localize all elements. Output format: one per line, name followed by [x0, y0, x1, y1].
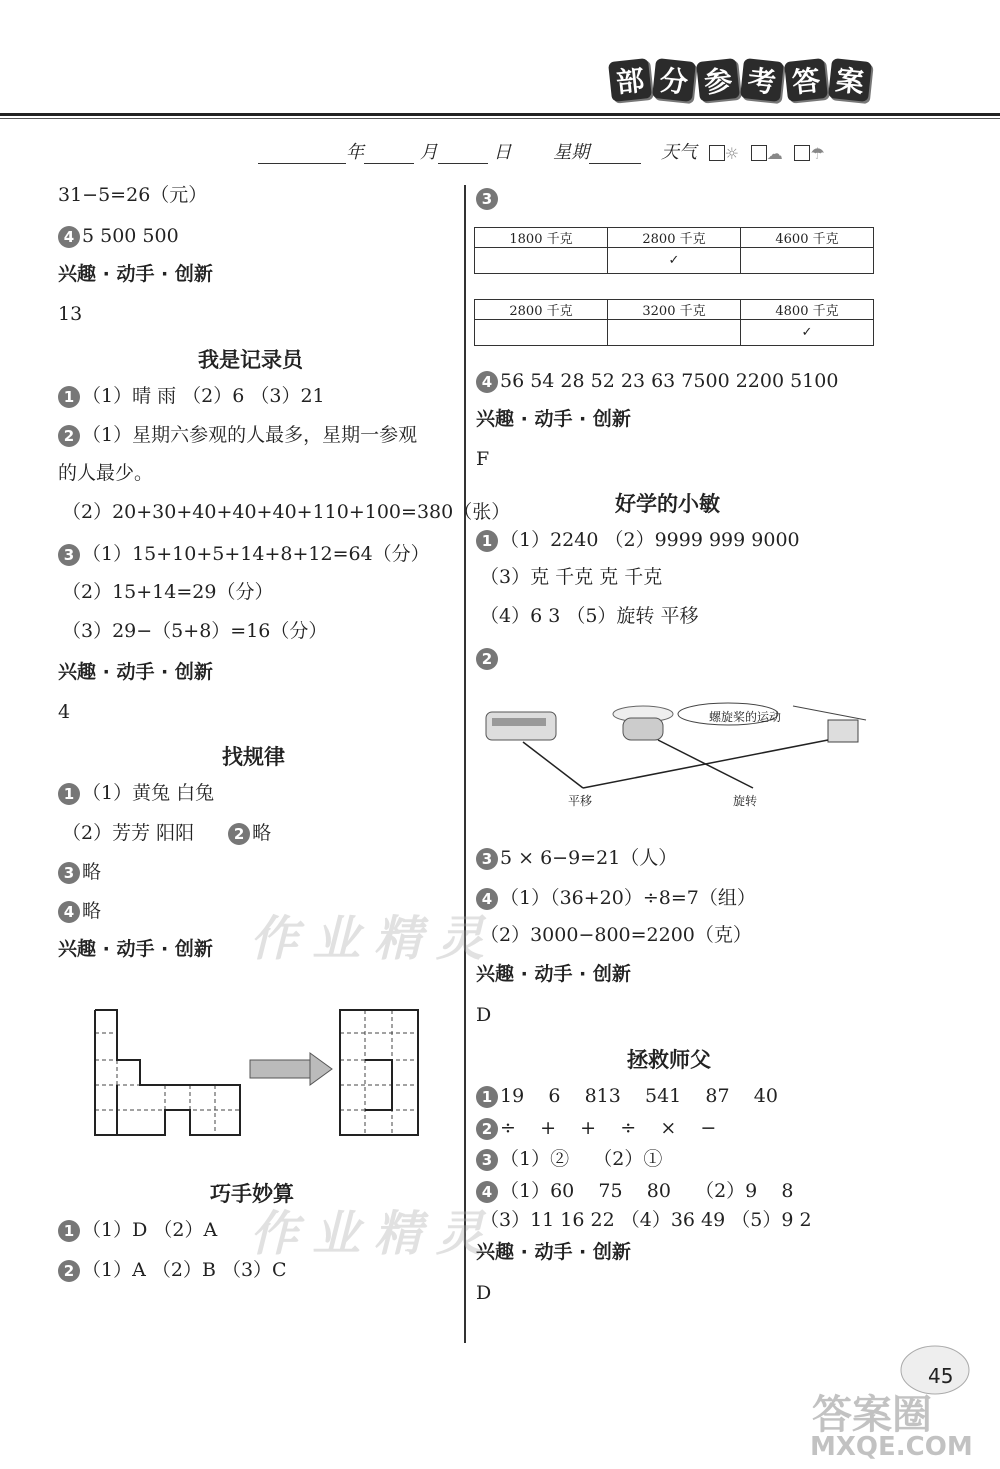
answer-text: （1）D （2）A — [82, 1219, 218, 1241]
answer-line: 13 — [58, 303, 83, 325]
answer-line — [476, 648, 500, 670]
answer-line — [476, 371, 838, 393]
answer-line: （2）20+30+40+40+40+110+100=380（张） — [62, 501, 511, 523]
answer-line — [58, 425, 417, 447]
cable-car-icon — [793, 706, 866, 742]
site-watermark-cn: 答案圈 — [812, 1392, 932, 1438]
label-rotation: 旋转 — [733, 794, 758, 808]
answer-line: （3）11 16 22 （4）36 49 （5）9 2 — [480, 1209, 812, 1231]
section-label: 兴趣 · 动手 · 创新 — [58, 938, 213, 960]
section-label: 兴趣 · 动手 · 创新 — [476, 1241, 631, 1263]
question-number: 3 — [476, 188, 498, 210]
answer-text: （1）黄兔 白兔 — [82, 782, 215, 804]
answer-text: （1）A （2）B （3）C — [82, 1259, 287, 1281]
question-number: 2 — [228, 823, 250, 845]
question-number: 4 — [58, 901, 80, 923]
answer-text: （1）（36+20）÷8=7（组） — [500, 887, 756, 909]
answer-line: 的人最少。 — [58, 462, 154, 484]
weather-checkbox-rain[interactable] — [794, 145, 810, 161]
site-watermark: MXQE.COM — [810, 1432, 973, 1462]
table-header: 2800 千克 — [608, 228, 741, 248]
mass-table-1 — [474, 227, 874, 274]
section-title: 巧手妙算 — [210, 1182, 294, 1206]
answer-text: 5 × 6−9=21（人） — [500, 847, 678, 869]
answer-text: ÷ + + ÷ × − — [500, 1117, 717, 1139]
title-char: 答 — [784, 58, 828, 102]
question-number: 3 — [476, 1149, 498, 1171]
train-icon — [486, 712, 556, 740]
question-number: 1 — [58, 1220, 80, 1242]
answer-line — [58, 901, 101, 923]
answer-text: （1）晴 雨 （2）6 （3）21 — [82, 385, 325, 407]
answer-line — [62, 823, 271, 845]
answer-line — [58, 386, 325, 408]
table-cell — [475, 320, 608, 346]
rain-icon: ☂ — [810, 143, 825, 163]
table-header: 1800 千克 — [475, 228, 608, 248]
answer-line — [476, 1118, 716, 1140]
title-char: 参 — [696, 58, 740, 102]
label-translation: 平移 — [568, 794, 593, 808]
title-char: 分 — [652, 58, 696, 102]
answer-text: 5 500 500 — [82, 225, 179, 247]
section-title: 我是记录员 — [198, 348, 303, 372]
answer-line — [58, 1220, 217, 1242]
cloud-icon: ☁ — [766, 143, 783, 163]
question-number: 4 — [476, 1181, 498, 1203]
answer-text: （1）2240 （2）9999 999 9000 — [500, 529, 800, 551]
answer-text: （1）60 75 80 （2）9 8 — [500, 1180, 794, 1202]
section-label: 兴趣 · 动手 · 创新 — [476, 963, 631, 985]
answer-line: 31−5=26（元） — [58, 184, 208, 206]
answer-line — [58, 226, 179, 248]
question-number: 2 — [476, 1118, 498, 1140]
table-cell — [741, 248, 874, 274]
answer-line — [476, 530, 800, 552]
answer-text: 19 6 813 541 87 40 — [500, 1085, 778, 1107]
bubble-text: 螺旋桨的运动 — [709, 710, 782, 724]
question-number: 2 — [58, 425, 80, 447]
section-label: 兴趣 · 动手 · 创新 — [58, 661, 213, 683]
grid-figure — [90, 1005, 430, 1140]
answer-text: 56 54 28 52 23 63 7500 2200 5100 — [500, 370, 839, 392]
question-number: 4 — [476, 888, 498, 910]
section-title: 好学的小敏 — [615, 492, 720, 516]
answer-line — [58, 1260, 287, 1282]
answer-line — [58, 862, 101, 884]
answer-line: D — [476, 1004, 492, 1026]
watermark: 作业精灵 — [250, 911, 499, 967]
table-header: 2800 千克 — [475, 300, 608, 320]
matching-figure — [478, 698, 878, 813]
mass-table-2 — [474, 299, 874, 346]
table-header: 4600 千克 — [741, 228, 874, 248]
answer-line — [58, 783, 214, 805]
answer-text: （1）星期六参观的人最多，星期一参观 — [82, 424, 418, 446]
answer-text: 略 — [252, 822, 272, 844]
question-number: 1 — [58, 783, 80, 805]
answer-line — [476, 1181, 794, 1203]
sun-icon: ☼ — [724, 143, 740, 163]
weekday-label: 星期 — [553, 142, 590, 163]
answer-text: 略 — [82, 861, 102, 883]
weather-checkbox-sunny[interactable] — [709, 145, 725, 161]
answer-line: （2）15+14=29（分） — [62, 581, 274, 603]
helicopter-icon — [613, 706, 673, 740]
table-header: 3200 千克 — [608, 300, 741, 320]
title-char: 部 — [608, 58, 652, 102]
question-number: 1 — [476, 530, 498, 552]
answer-line: （2）3000−800=2200（克） — [480, 924, 752, 946]
question-number: 2 — [58, 1260, 80, 1282]
question-number: 3 — [58, 544, 80, 566]
weather-label: 天气 — [660, 142, 697, 163]
weather-checkbox-cloudy[interactable] — [751, 145, 767, 161]
answer-text: （2）芳芳 阳阳 — [62, 822, 195, 844]
answer-text: 略 — [82, 900, 102, 922]
table-cell: ✓ — [741, 320, 874, 346]
table-header: 4800 千克 — [741, 300, 874, 320]
answer-line — [476, 1149, 662, 1171]
answer-line: 4 — [58, 701, 71, 723]
header-rule-thin — [0, 118, 1000, 119]
title-char: 案 — [828, 58, 872, 102]
answer-line: F — [476, 448, 490, 470]
page-number: 45 — [928, 1364, 954, 1388]
question-number: 2 — [476, 648, 498, 670]
answer-line: （3）29−（5+8）=16（分） — [62, 620, 328, 642]
answer-text: （1）15+10+5+14+8+12=64（分） — [82, 543, 430, 565]
header-rule — [0, 113, 1000, 116]
answer-line — [476, 188, 500, 210]
answer-text: （1）② （2）① — [500, 1148, 663, 1170]
day-label: 日 — [493, 142, 512, 163]
title-char: 考 — [740, 58, 784, 102]
section-label: 兴趣 · 动手 · 创新 — [476, 408, 631, 430]
question-number: 1 — [476, 1086, 498, 1108]
section-title: 找规律 — [222, 745, 285, 769]
question-number: 3 — [58, 862, 80, 884]
answer-line — [476, 848, 677, 870]
date-line — [258, 138, 825, 164]
table-cell: ✓ — [608, 248, 741, 274]
answer-line — [58, 544, 430, 566]
answer-line — [476, 888, 756, 910]
question-number: 4 — [476, 371, 498, 393]
section-label: 兴趣 · 动手 · 创新 — [58, 263, 213, 285]
answer-line — [476, 1086, 778, 1108]
question-number: 1 — [58, 386, 80, 408]
month-label: 月 — [419, 142, 438, 163]
question-number: 4 — [58, 226, 80, 248]
table-cell — [475, 248, 608, 274]
section-title: 拯救师父 — [627, 1048, 711, 1072]
question-number: 3 — [476, 848, 498, 870]
table-cell — [608, 320, 741, 346]
answer-line: （4）6 3 （5）旋转 平移 — [480, 605, 699, 627]
answer-title — [610, 60, 870, 100]
watermark: 作业精灵 — [250, 1206, 499, 1262]
year-label: 年 — [346, 142, 364, 163]
answer-line: （3）克 千克 克 千克 — [480, 566, 663, 588]
right-arrow-icon — [250, 1053, 332, 1085]
answer-line: D — [476, 1282, 492, 1304]
column-divider — [464, 185, 466, 1343]
